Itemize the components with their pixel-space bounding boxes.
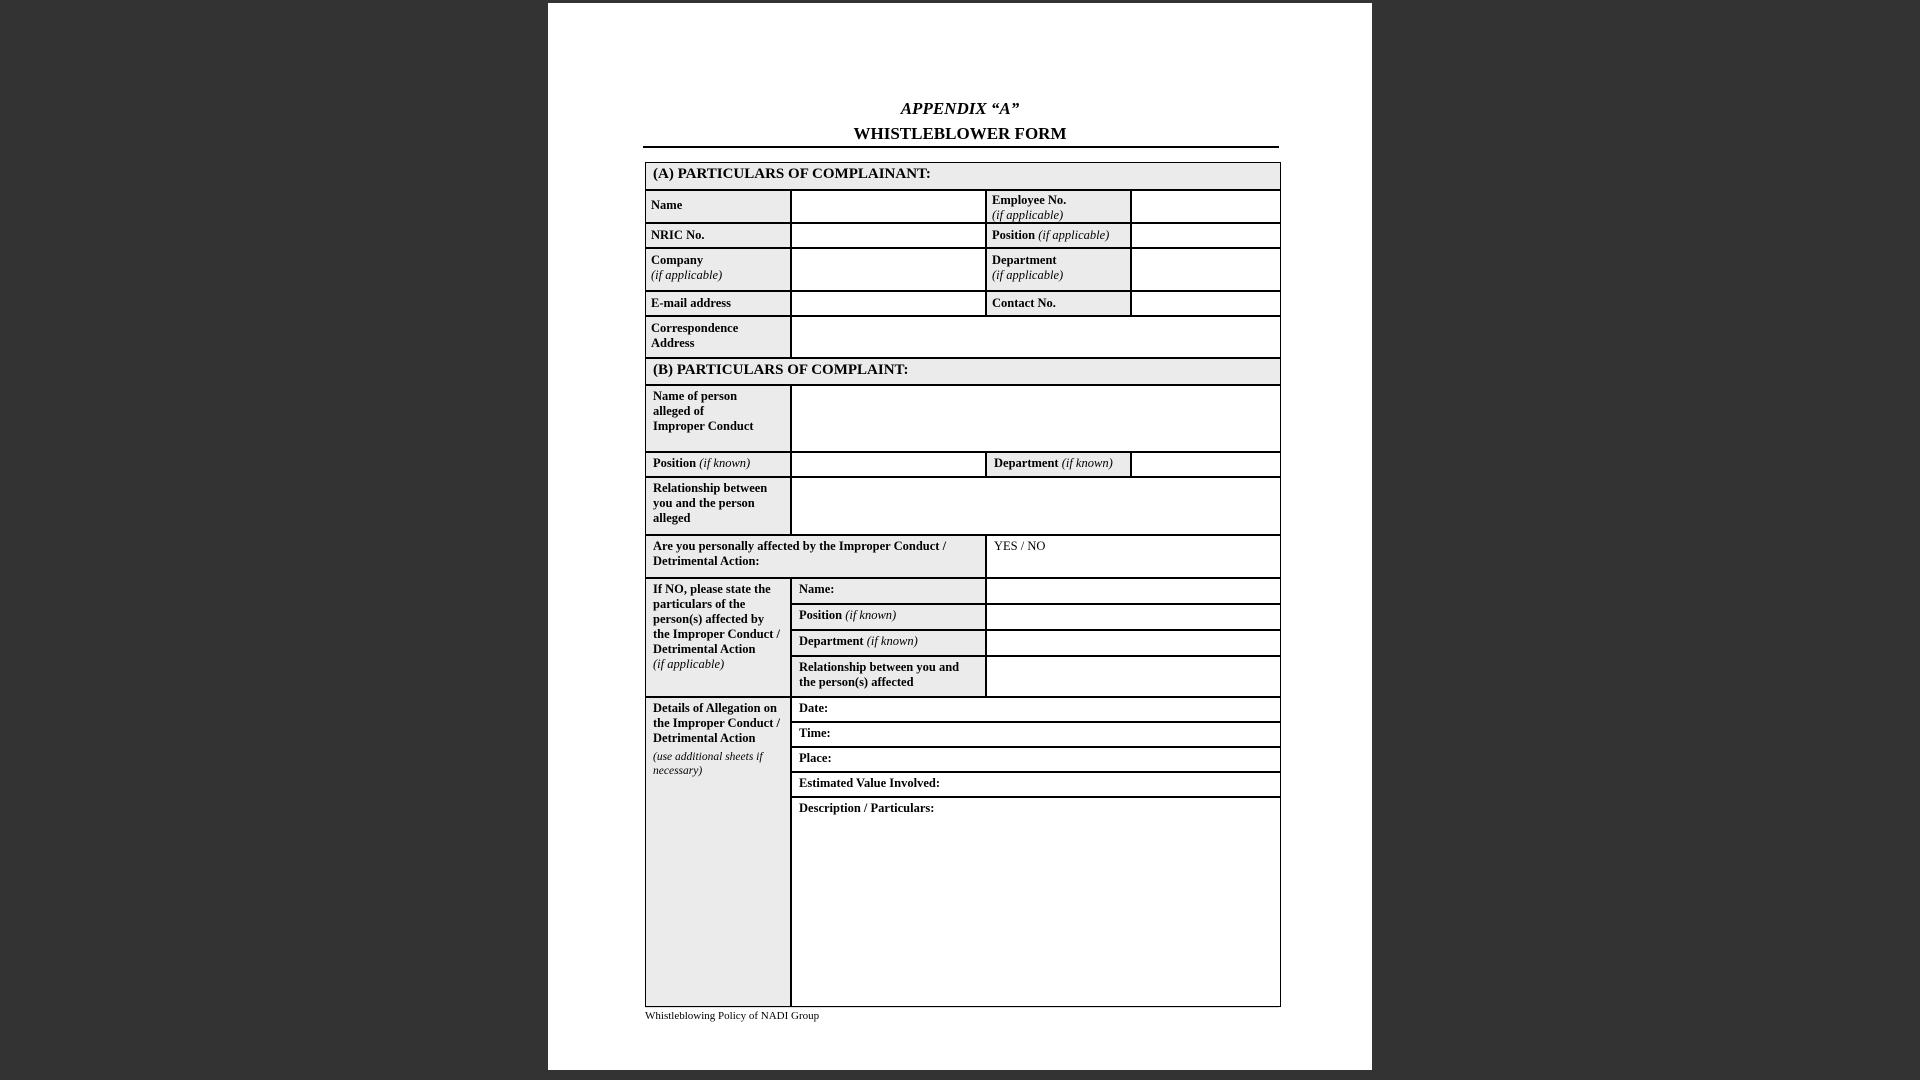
alleged-position-text: Position xyxy=(653,456,697,470)
appendix-title: APPENDIX “A” xyxy=(900,99,1020,118)
email-label: E-mail address xyxy=(645,291,791,316)
relationship-field[interactable] xyxy=(791,477,1281,535)
person-alleged-field[interactable] xyxy=(791,385,1281,452)
alleged-department-label xyxy=(986,452,1131,477)
position-text: Position xyxy=(992,228,1036,242)
affected-department-text: Department xyxy=(799,634,864,648)
position-label xyxy=(986,223,1131,248)
section-a-heading: (A) PARTICULARS OF COMPLAINANT: xyxy=(645,162,1281,190)
affected-name-label: Name: xyxy=(791,578,986,604)
date-field[interactable]: Date: xyxy=(791,697,1281,722)
details-note: (use additional sheets if necessary) xyxy=(653,751,763,777)
form-title: WHISTLEBLOWER FORM xyxy=(853,124,1067,143)
position-field[interactable] xyxy=(1131,223,1281,248)
name-field[interactable] xyxy=(791,190,986,223)
employee-no-text: Employee No. xyxy=(992,193,1067,207)
company-text: Company xyxy=(651,253,704,267)
alleged-position-note: (if known) xyxy=(699,456,751,470)
email-field[interactable] xyxy=(791,291,986,316)
document-page xyxy=(548,3,1372,1070)
affected-question-label: Are you personally affected by the Improper Conduct / Detrimental Action: xyxy=(645,535,986,578)
affected-department-label xyxy=(791,630,986,656)
company-note: (if applicable) xyxy=(651,268,723,282)
affected-position-text: Position xyxy=(799,608,843,622)
alleged-position-label xyxy=(645,452,791,477)
affected-answer-field[interactable]: YES / NO xyxy=(986,535,1281,578)
affected-department-field[interactable] xyxy=(986,630,1281,656)
relationship-label: Relationship between you and the person alleged xyxy=(645,477,791,535)
footer-text: Whistleblowing Policy of NADI Group xyxy=(645,1010,820,1022)
nric-label: NRIC No. xyxy=(645,223,791,248)
name-label: Name xyxy=(645,190,791,223)
nric-field[interactable] xyxy=(791,223,986,248)
title-rule xyxy=(643,146,1279,148)
company-field[interactable] xyxy=(791,248,986,291)
department-field[interactable] xyxy=(1131,248,1281,291)
employee-no-label xyxy=(986,190,1131,223)
section-b-heading: (B) PARTICULARS OF COMPLAINT: xyxy=(645,358,1281,385)
affected-name-field[interactable] xyxy=(986,578,1281,604)
affected-position-note: (if known) xyxy=(845,608,897,622)
affected-department-note: (if known) xyxy=(866,634,918,648)
if-no-label xyxy=(645,578,791,697)
affected-relationship-label: Relationship between you and the person(s) affected xyxy=(791,656,986,697)
contact-label: Contact No. xyxy=(986,291,1131,316)
alleged-department-field[interactable] xyxy=(1131,452,1281,477)
correspondence-label: Correspondence Address xyxy=(645,316,791,358)
department-label xyxy=(986,248,1131,291)
affected-position-label xyxy=(791,604,986,630)
details-label xyxy=(645,697,791,1007)
alleged-position-field[interactable] xyxy=(791,452,986,477)
place-field[interactable]: Place: xyxy=(791,747,1281,772)
employee-no-field[interactable] xyxy=(1131,190,1281,223)
estimated-value-field[interactable]: Estimated Value Involved: xyxy=(791,772,1281,797)
contact-field[interactable] xyxy=(1131,291,1281,316)
alleged-department-note: (if known) xyxy=(1061,456,1113,470)
person-alleged-label: Name of person alleged of Improper Conduct xyxy=(645,385,791,452)
company-label xyxy=(645,248,791,291)
department-text: Department xyxy=(992,253,1057,267)
details-text: Details of Allegation on the Improper Conduct / Detrimental Action xyxy=(653,701,780,745)
affected-position-field[interactable] xyxy=(986,604,1281,630)
footer-rule xyxy=(645,1007,1279,1008)
position-note: (if applicable) xyxy=(1038,228,1110,242)
department-note: (if applicable) xyxy=(992,268,1064,282)
description-field[interactable]: Description / Particulars: xyxy=(791,797,1281,1007)
affected-relationship-field[interactable] xyxy=(986,656,1281,697)
if-no-note: (if applicable) xyxy=(653,657,725,671)
alleged-department-text: Department xyxy=(994,456,1059,470)
if-no-text: If NO, please state the particulars of the person(s) affected by the Improper Conduct / Detrimental Action xyxy=(653,582,780,656)
time-field[interactable]: Time: xyxy=(791,722,1281,747)
correspondence-field[interactable] xyxy=(791,316,1281,358)
employee-no-note: (if applicable) xyxy=(992,208,1064,222)
